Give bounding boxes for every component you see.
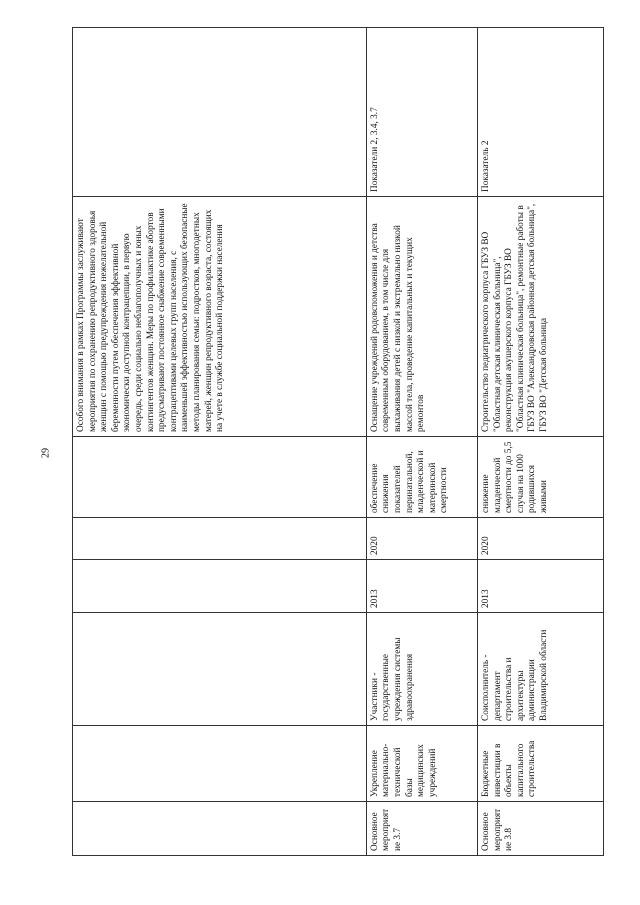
measures-table: [72, 27, 604, 856]
start-year: 2013: [477, 560, 603, 613]
measure-title: Укрепление материально-технической базы медицинских учреждений: [366, 726, 477, 802]
measure-content: Строительство педиатрического корпуса ГБУЗ ВО "Областная детская клиническая больница", реконструкция акушерского корпуса ГБУЗ ВО "Областная клиническая больница", ремонтные работы в ГБУЗ ВО "Александровская районная детская больница", ГБУЗ ВО "Детская больница: [477, 197, 603, 437]
measure-content: Оснащение учреждений родовспоможения и детства современным оборудованием, в том числе для выхаживания детей с низкой и экстремально низкой массой тела, проведение капитальных и текущих ремонтов: [366, 197, 477, 437]
end-year: 2020: [477, 518, 603, 560]
expected-result: обеспечение снижения показателей перинатальной, младенческой и материнской смертности: [366, 437, 477, 518]
measure-executor: Соисполнитель - департамент строительства и архитектуры администрации Владимирской области: [477, 613, 603, 726]
rotated-table-wrapper: [72, 28, 604, 856]
measure-id: Основное мероприятие 3.7: [366, 802, 477, 856]
expected-result: снижение младенческой смертности до 5,5 случая на 1000 родившихся живыми: [477, 437, 603, 518]
indicators: Показатель 2: [477, 28, 603, 197]
table-cell: [73, 437, 367, 518]
table-cell: [73, 613, 367, 726]
measure-id: Основное мероприятие 3.8: [477, 802, 603, 856]
table-cell-text: Особого внимания в рамках Программы заслуживают мероприятия по сохранению репродуктивного здоровья женщин с помощью предупреждения нежелательной беременности путем обеспечения эффективной экономически доступной контрацепции, в первую очередь, среди социально неблагополучных и юных контингентов женщин. Меры по профилактике абортов предусматривают постоянное снабжение современными контрацептивами целевых групп населения, с наименьшей эффективностью использующих безопасные методы планирования семьи: подростков, многодетных матерей, женщин репродуктивного возраста, состоящих на учете в службе социальной поддержки населения: [73, 197, 367, 437]
table-cell: [73, 560, 367, 613]
start-year: 2013: [366, 560, 477, 613]
table-cell: [73, 28, 367, 197]
table-cell: [73, 802, 367, 856]
table-cell: [73, 518, 367, 560]
measure-executor: Участники - государственные учреждения системы здравоохранения: [366, 613, 477, 726]
page-number: 29: [40, 448, 52, 458]
indicators: Показатели 2, 3.4, 3.7: [366, 28, 477, 197]
table-row: [73, 28, 367, 856]
measure-title: Бюджетные инвестиции в объекты капитального строительства: [477, 726, 603, 802]
end-year: 2020: [366, 518, 477, 560]
table-row: [477, 28, 603, 856]
table-cell: [73, 726, 367, 802]
table-row: [366, 28, 477, 856]
